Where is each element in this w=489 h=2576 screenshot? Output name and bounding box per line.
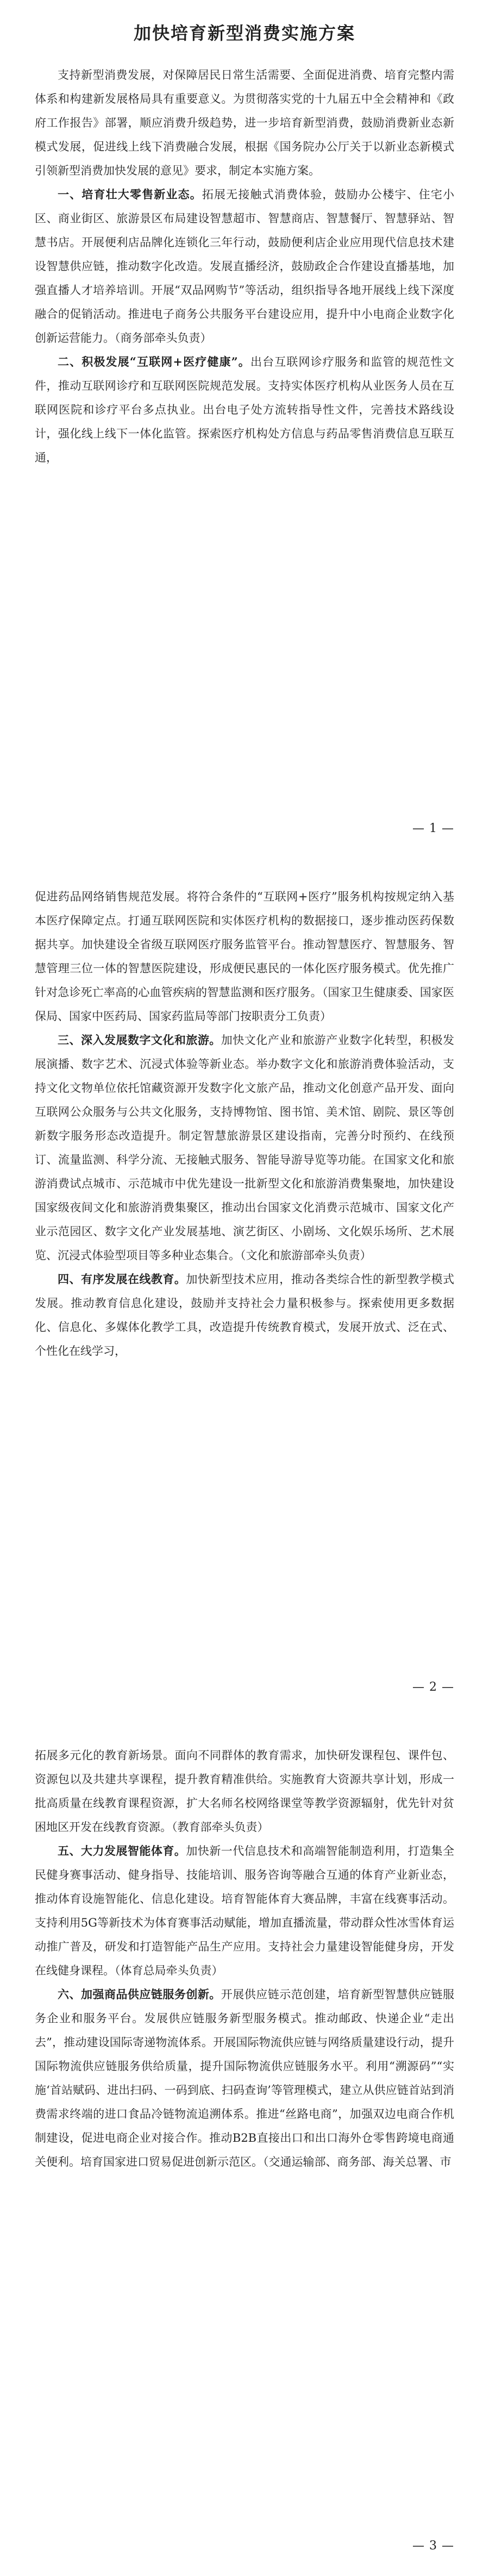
section-heading: 五、大力发展智能体育。 xyxy=(58,1844,186,1858)
section-heading: 四、有序发展在线教育。 xyxy=(58,1272,186,1286)
paragraph-section-4 xyxy=(35,1267,454,1363)
page-number: — 2 — xyxy=(412,1680,454,1694)
section-heading: 二、积极发展“互联网+医疗健康”。 xyxy=(58,355,250,368)
paragraph-text: 促进药品网络销售规范发展。将符合条件的“互联网+医疗”服务机构按规定纳入基本医疗保障定点。打通互联网医院和实体医疗机构的数据接口，逐步推动医药保数据共享。加快建设全省级互联网医疗服务监管平台。推动智慧医疗、智慧服务、智慧管理三位一体的智慧医院建设，形成便民惠民的一体化医疗服务模式。优先推广针对急诊死亡率高的心血管疾病的智慧监测和医疗服务。（国家卫生健康委、国家医保局、国家中医药局、国家药监局等部门按职责分工负责） xyxy=(35,890,454,1023)
paragraph-section-6 xyxy=(35,1983,454,2174)
section-heading: 一、培育壮大零售新业态。 xyxy=(58,187,202,201)
page-2 xyxy=(0,859,489,1717)
page-1 xyxy=(0,0,489,859)
paragraph-text: 支持新型消费发展，对保障居民日常生活需要、全面促进消费、培育完整内需体系和构建新发展格局具有重要意义。为贯彻落实党的十九届五中全会精神和《政府工作报告》部署，顺应消费升级趋势，进一步培育新型消费，鼓励消费新业态新模式发展，促进线上线下消费融合发展，根据《国务院办公厅关于以新业态新模式引领新型消费加快发展的意见》要求，制定本实施方案。 xyxy=(35,68,454,177)
page-number: — 3 — xyxy=(412,2539,454,2553)
paragraph-text: 拓展无接触式消费体验，鼓励办公楼宇、住宅小区、商业街区、旅游景区布局建设智慧超市、智慧商店、智慧餐厅、智慧驿站、智慧书店。开展便利店品牌化连锁化三年行动，鼓励便利店企业应用现代信息技术建设智慧供应链，推动数字化改造。发展直播经济，鼓励政企合作建设直播基地，加强直播人才培养培训。开展“双品网购节”等活动，组织指导各地开展线上线下深度融合的促销活动。推进电子商务公共服务平台建设应用，提升中小电商企业数字化创新运营能力。（商务部牵头负责） xyxy=(35,188,454,345)
section-heading: 三、深入发展数字文化和旅游。 xyxy=(58,1033,221,1047)
document-title: 加快培育新型消费实施方案 xyxy=(133,23,355,43)
page-3 xyxy=(0,1717,489,2576)
paragraph-section-5 xyxy=(35,1839,454,1983)
paragraph-text: 加快新型技术应用，推动各类综合性的新型教学模式发展。推动教育信息化建设，鼓励并支持社会力量积极参与。探索使用更多数据化、信息化、多媒体化教学工具，改造提升传统教育模式，发展开放式、泛在式、个性化在线学习， xyxy=(35,1273,455,1358)
paragraph-text: 开展供应链示范创建，培育新型智慧供应链服务企业和服务平台。发展供应链服务新型服务模式。推动邮政、快递企业“走出去”，推动建设国际寄递物流体系。开展国际物流供应链与网络质量建设行动，提升国际物流供应链服务供给质量，提升国际物流供应链服务水平。利用“溯源码”“实施‘首站赋码、进出扫码、一码到底、扫码查询’等管理模式，建立从供应链首站到消费需求终端的进口食品冷链物流追溯体系。推进“丝路电商”，加强双边电商合作机制建设，促进电商企业对接合作。推动B2B直接出口和出口海外仓零售跨境电商通关便利。培育国家进口贸易促进创新示范区。（交通运输部、商务部、海关总署、市 xyxy=(35,1988,455,2168)
paragraph-text: 加快文化产业和旅游产业数字化转型，积极发展演播、数字艺术、沉浸式体验等新业态。举办数字文化和旅游消费体验活动，支持文化文物单位依托馆藏资源开发数字化文旅产品，推动文化创意产品开发、面向互联网公众服务与公共文化服务，支持博物馆、图书馆、美术馆、剧院、景区等创新数字服务形态改造提升。制定智慧旅游景区建设指南，完善分时预约、在线预订、流量监测、科学分流、无接触式服务、智能导游导览等功能。在国家文化和旅游消费试点城市、示范城市中优先建设一批新型文化和旅游消费集聚地，加快建设国家级夜间文化和旅游消费集聚区，推动出台国家文化消费示范城市、国家文化产业示范园区、数字文化产业发展基地、演艺街区、小剧场、文化娱乐场所、艺术展览、沉浸式体验型项目等多种业态集合。（文化和旅游部牵头负责） xyxy=(35,1034,455,1262)
section-heading: 六、加强商品供应链服务创新。 xyxy=(58,1987,221,2001)
paragraph-continued xyxy=(35,1743,454,1839)
page-number: — 1 — xyxy=(412,822,454,835)
paragraph-intro xyxy=(35,63,454,183)
paragraph-text: 加快新一代信息技术和高端智能制造利用，打造集全民健身赛事活动、健身指导、技能培训、服务咨询等融合互通的体育产业新业态，推动体育设施智能化、信息化建设。培育智能体育大赛品牌，丰富在线赛事活动。支持利用5G等新技术为体育赛事活动赋能，增加直播流量，带动群众性冰雪体育运动推广普及，研发和打造智能产品生产应用。支持社会力量建设智能健身房，开发在线健身课程。（体育总局牵头负责） xyxy=(35,1845,455,1977)
paragraph-continued xyxy=(35,885,454,1028)
paragraph-section-1 xyxy=(35,183,454,350)
paragraph-text: 拓展多元化的教育新场景。面向不同群体的教育需求，加快研发课程包、课件包、资源包以及共建共享课程，提升教育精准供给。实施教育大资源共享计划，形成一批高质量在线教育课程资源，扩大名师名校网络课堂等教学资源辐射，优先针对贫困地区开发在线教育资源。（教育部牵头负责） xyxy=(35,1749,454,1834)
paragraph-section-2 xyxy=(35,350,454,470)
paragraph-section-3 xyxy=(35,1028,454,1267)
paragraph-text: 出台互联网诊疗服务和监管的规范性文件，推动互联网诊疗和互联网医院规范发展。支持实体医疗机构从业医务人员在互联网医院和诊疗平台多点执业。出台电子处方流转指导性文件，完善技术路线设计，强化线上线下一体化监管。探索医疗机构处方信息与药品零售消费信息互联互通， xyxy=(35,355,454,464)
